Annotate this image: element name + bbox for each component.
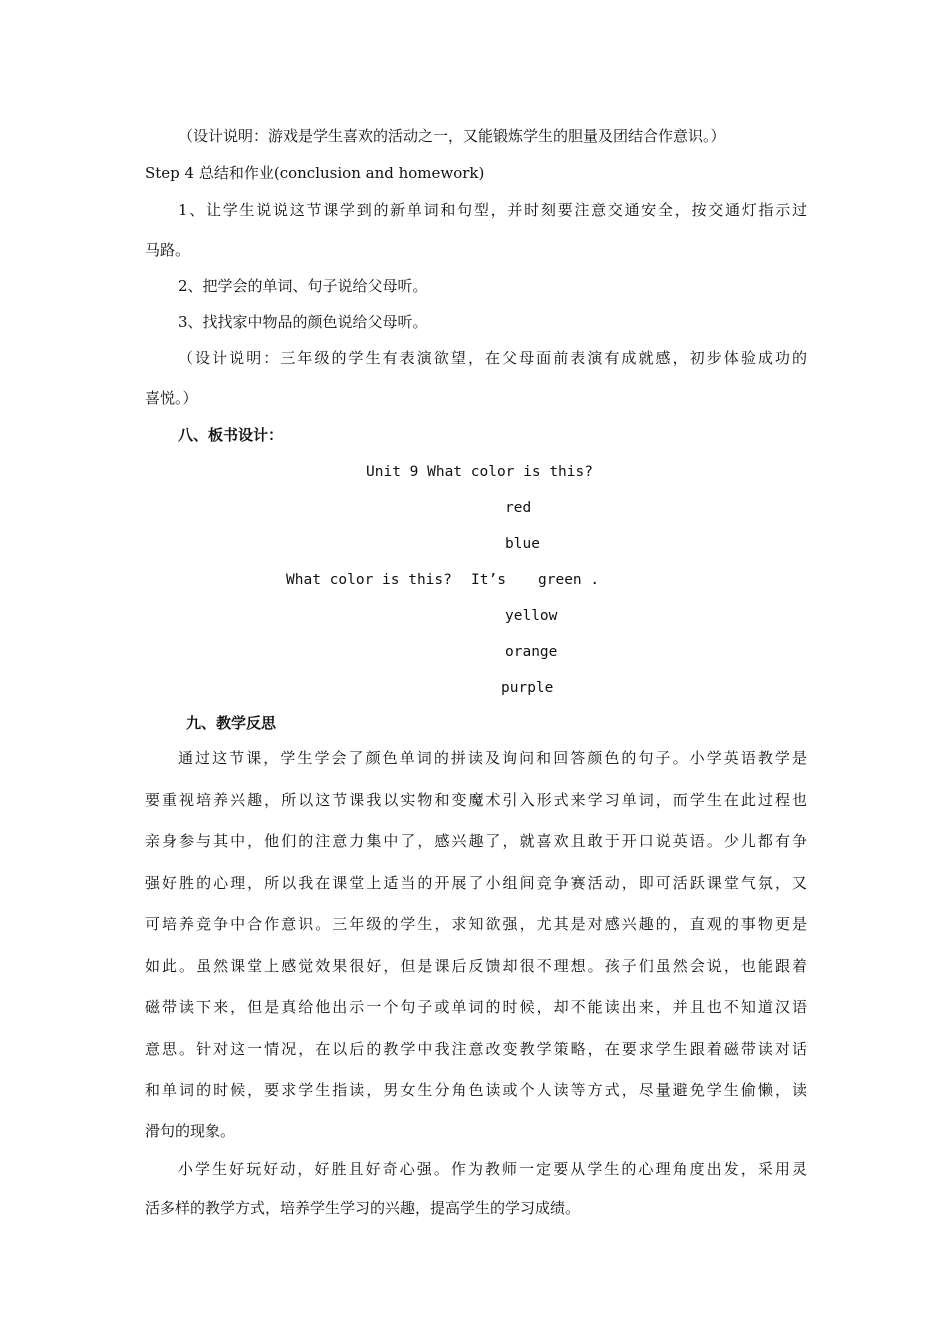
board-sentence-question: What color is this? — [286, 572, 452, 588]
board-word-yellow: yellow — [505, 608, 558, 624]
homework-item-1-line-1: 1、让学生说说这节课学到的新单词和句型，并时刻要注意交通安全，按交通灯指示过 — [178, 201, 809, 219]
design-note-2-line-1: （设计说明：三年级的学生有表演欲望，在父母面前表演有成就感，初步体验成功的 — [178, 349, 810, 367]
board-sentence-its: It’s — [471, 572, 506, 588]
reflection-p1-line-5: 可培养竞争中合作意识。三年级的学生，求知欲强，尤其是对感兴趣的，直观的事物更是 — [145, 915, 810, 933]
reflection-p2-line-2: 活多样的教学方式，培养学生学习的兴趣，提高学生的学习成绩。 — [145, 1199, 581, 1217]
design-note-1: （设计说明：游戏是学生喜欢的活动之一，又能锻炼学生的胆量及团结合作意识。） — [178, 127, 726, 145]
reflection-p1-line-3: 亲身参与其中，他们的注意力集中了，感兴趣了，就喜欢且敢于开口说英语。少儿都有争 — [145, 832, 810, 850]
reflection-p1-line-4: 强好胜的心理，所以我在课堂上适当的开展了小组间竞争赛活动，即可活跃课堂气氛，又 — [145, 874, 810, 892]
homework-item-3: 3、找找家中物品的颜色说给父母听。 — [178, 313, 428, 331]
design-note-2-line-2: 喜悦。） — [145, 389, 198, 407]
reflection-p1-line-2: 要重视培养兴趣，所以这节课我以实物和变魔术引入形式来学习单词，而学生在此过程也 — [145, 791, 810, 809]
step4-heading: Step 4 总结和作业(conclusion and homework) — [145, 164, 485, 182]
reflection-p1-line-8: 意思。针对这一情况，在以后的教学中我注意改变教学策略，在要求学生跟着磁带读对话 — [145, 1040, 810, 1058]
board-word-orange: orange — [505, 644, 558, 660]
reflection-p1-line-7: 磁带读下来，但是真给他出示一个句子或单词的时候，却不能读出来，并且也不知道汉语 — [145, 998, 810, 1016]
reflection-p2-line-1: 小学生好玩好动，好胜且好奇心强。作为教师一定要从学生的心理角度出发，采用灵 — [178, 1160, 810, 1178]
board-word-red: red — [505, 500, 532, 516]
reflection-p1-line-10: 滑句的现象。 — [145, 1122, 236, 1140]
board-word-blue: blue — [505, 536, 540, 552]
section-9-heading: 九、教学反思 — [186, 714, 277, 732]
reflection-p1-line-1: 通过这节课，学生学会了颜色单词的拼读及询问和回答颜色的句子。小学英语教学是 — [178, 749, 810, 767]
board-title: Unit 9 What color is this? — [366, 464, 593, 480]
board-word-purple: purple — [501, 680, 554, 696]
homework-item-2: 2、把学会的单词、句子说给父母听。 — [178, 277, 428, 295]
board-sentence-green: green . — [538, 572, 600, 588]
section-8-heading: 八、板书设计： — [178, 426, 284, 444]
reflection-p1-line-9: 和单词的时候，要求学生指读，男女生分角色读或个人读等方式，尽量避免学生偷懒，读 — [145, 1081, 810, 1099]
reflection-p1-line-6: 如此。虽然课堂上感觉效果很好，但是课后反馈却很不理想。孩子们虽然会说，也能跟着 — [145, 957, 810, 975]
homework-item-1-line-2: 马路。 — [145, 241, 191, 259]
